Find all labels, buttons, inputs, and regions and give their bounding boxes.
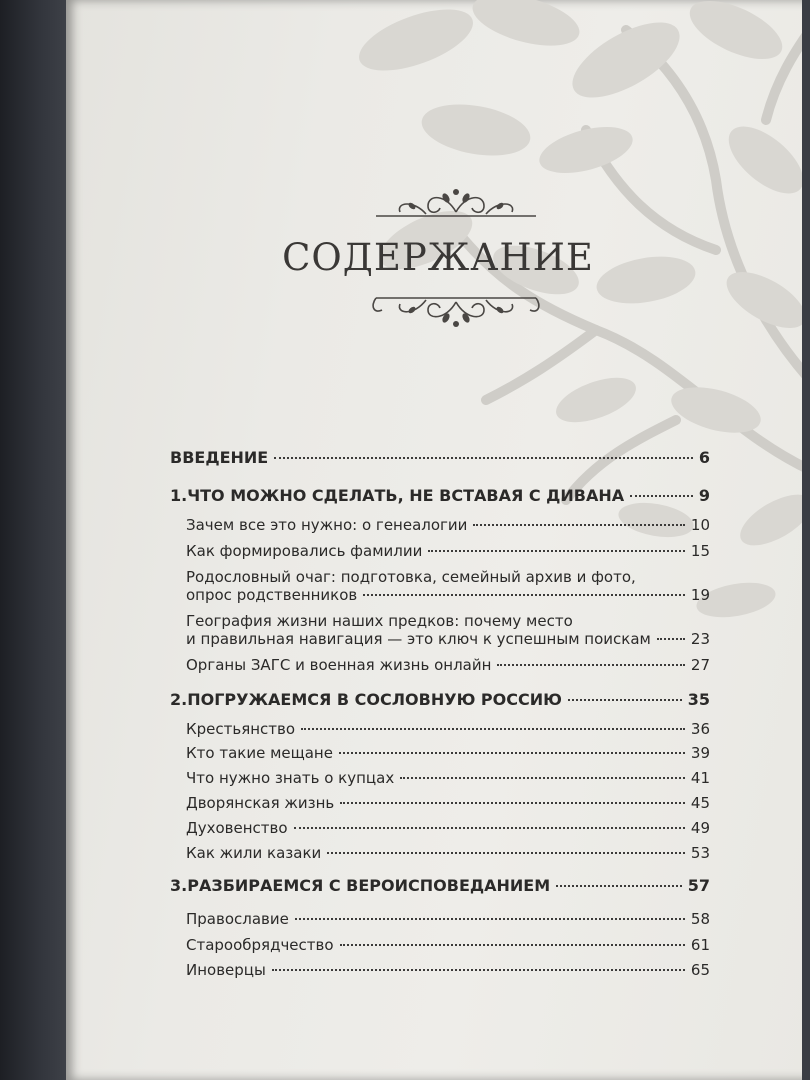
toc-entry-page: 58: [690, 910, 710, 928]
toc-entry-page: 9: [698, 486, 710, 505]
dot-leader: [295, 918, 685, 920]
dot-leader: [294, 827, 685, 829]
book-page: [66, 0, 810, 1080]
toc-entry-title: 2.ПОГРУЖАЕМСЯ В СОСЛОВНУЮ РОССИЮ: [170, 690, 562, 709]
toc-entry: [186, 769, 710, 787]
toc-entry-page: 19: [690, 586, 710, 604]
toc-entry: [186, 630, 710, 648]
toc-entry-page: 41: [690, 769, 710, 787]
toc-entry: [170, 690, 710, 709]
toc-entry: [186, 720, 710, 738]
dot-leader: [272, 969, 685, 971]
dot-leader: [274, 457, 693, 459]
toc-entry-title: Дворянская жизнь: [186, 794, 335, 812]
toc-entry-title: Зачем все это нужно: о генеалогии: [186, 516, 468, 534]
toc-entry: [186, 936, 710, 954]
dot-leader: [497, 664, 684, 666]
toc-entry-page: 61: [690, 936, 710, 954]
page-title: СОДЕРЖАНИЕ: [282, 236, 594, 279]
dot-leader: [339, 752, 685, 754]
toc-entry-page: 35: [687, 690, 710, 709]
toc-entry: [186, 910, 710, 928]
toc-entry-page: 39: [690, 744, 710, 762]
toc-entry-page: 49: [690, 819, 710, 837]
toc-entry-title: 3.РАЗБИРАЕМСЯ С ВЕРОИСПОВЕДАНИЕМ: [170, 876, 551, 895]
toc-entry-title: Православие: [186, 910, 289, 928]
toc-entry-title: опрос родственников: [186, 586, 358, 604]
toc-entry-page: 15: [690, 542, 710, 560]
toc-entry-title: Как формировались фамилии: [186, 542, 423, 560]
toc-entry: [186, 794, 710, 812]
toc-entry-page: 53: [690, 844, 710, 862]
dot-leader: [568, 699, 682, 701]
toc-entry-title: Старообрядчество: [186, 936, 334, 954]
toc-entry-page: 36: [690, 720, 710, 738]
toc-entry: [186, 844, 710, 862]
book-spine-shadow: [0, 0, 70, 1080]
toc-entry-title: Крестьянство: [186, 720, 296, 738]
toc-entry: [186, 542, 710, 560]
toc-entry-page: 65: [690, 961, 710, 979]
toc-entry-page: 10: [690, 516, 710, 534]
dot-leader: [363, 594, 685, 596]
toc-entry-page: 27: [690, 656, 710, 674]
dot-leader: [301, 728, 685, 730]
toc-entry: [186, 586, 710, 604]
toc-entry-title-line1: География жизни наших предков: почему место: [186, 612, 573, 630]
toc-entry: [186, 516, 710, 534]
toc-entry: [186, 819, 710, 837]
table-of-contents: [66, 0, 810, 1080]
toc-entry-title: ВВЕДЕНИЕ: [170, 448, 269, 467]
dot-leader: [473, 524, 684, 526]
dot-leader: [428, 550, 685, 552]
background-edge: [802, 0, 810, 1080]
toc-entry-title: Что нужно знать о купцах: [186, 769, 395, 787]
toc-entry-title-line1: Родословный очаг: подготовка, семейный архив и фото,: [186, 568, 636, 586]
toc-entry-page: 45: [690, 794, 710, 812]
toc-entry: [186, 656, 710, 674]
toc-entry-title: 1.ЧТО МОЖНО СДЕЛАТЬ, НЕ ВСТАВАЯ С ДИВАНА: [170, 486, 625, 505]
dot-leader: [630, 495, 693, 497]
dot-leader: [327, 852, 685, 854]
dot-leader: [556, 885, 682, 887]
toc-entry: [170, 876, 710, 895]
dot-leader: [400, 777, 685, 779]
toc-entry: [170, 448, 710, 467]
dot-leader: [340, 802, 685, 804]
toc-entry: [170, 486, 710, 505]
toc-entry-title: Духовенство: [186, 819, 288, 837]
toc-entry-title: Кто такие мещане: [186, 744, 333, 762]
toc-entry-page: 6: [698, 448, 710, 467]
toc-entry-title: Иноверцы: [186, 961, 266, 979]
toc-entry-title: Органы ЗАГС и военная жизнь онлайн: [186, 656, 492, 674]
dot-leader: [657, 638, 685, 640]
toc-entry: [186, 744, 710, 762]
toc-entry: [186, 961, 710, 979]
toc-entry-page: 23: [690, 630, 710, 648]
toc-entry-page: 57: [687, 876, 710, 895]
dot-leader: [340, 944, 685, 946]
toc-entry-title: Как жили казаки: [186, 844, 322, 862]
toc-entry-title: и правильная навигация — это ключ к успешным поискам: [186, 630, 651, 648]
